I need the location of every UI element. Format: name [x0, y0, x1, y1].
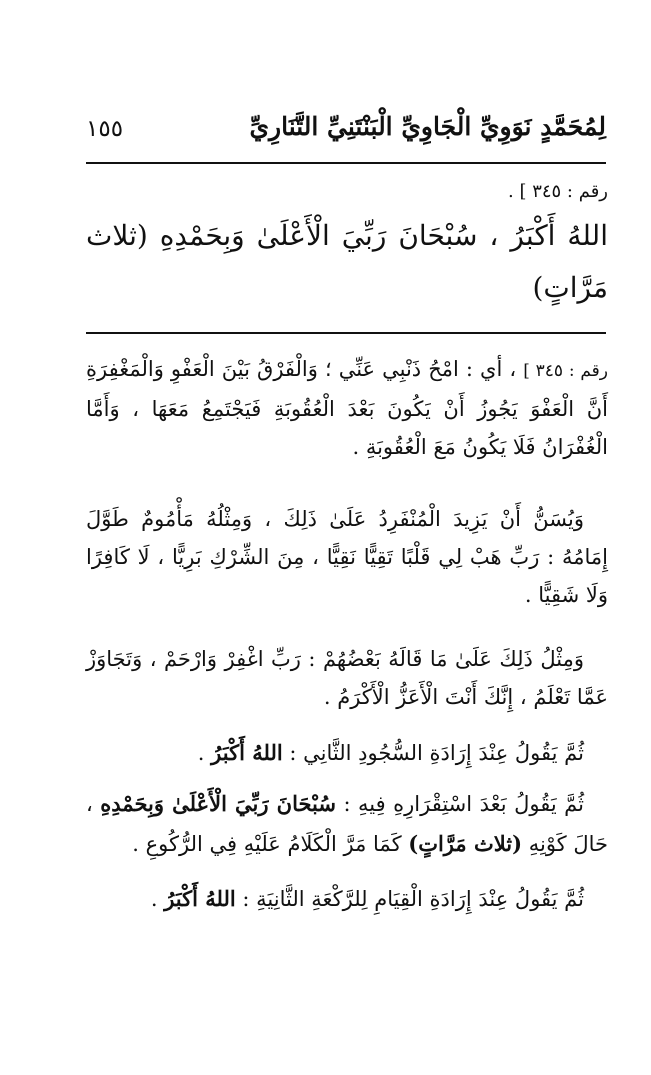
- footnote-paragraph-2: وَيُسَنُّ أَنْ يَزِيدَ الْمُنْفَرِدُ عَلَىٰ ذَلِكَ ، وَمِثْلُهُ مَأْمُومٌ طَوَّلَ إِمَامُهُ : رَبِّ هَبْ لِي قَلْبًا تَقِيًّا نَقِيًّا ، مِنَ الشِّرْكِ بَرِيًّا ، لَا كَافِرًا وَلَا شَقِيًّا .: [86, 507, 608, 607]
- takbir-phrase: اللهُ أَكْبَرُ: [164, 886, 236, 911]
- main-text: اللهُ أَكْبَرُ ، سُبْحَانَ رَبِّيَ الْأَعْلَىٰ وَبِحَمْدِهِ (ثلاث مَرَّاتٍ): [86, 219, 608, 304]
- takbir-phrase: اللهُ أَكْبَرُ: [211, 740, 283, 765]
- tasbih-phrase: سُبْحَانَ رَبِّيَ الْأَعْلَىٰ وَبِحَمْدِهِ: [100, 791, 336, 816]
- footnote-separator: [86, 332, 606, 334]
- header-rule: [86, 162, 606, 164]
- footnote-text: ، أي : امْحُ ذَنْبِي عَنِّي ؛ وَالْفَرْقُ بَيْنَ الْعَفْوِ وَالْمَغْفِرَةِ أَنَّ الْعَفْوَ يَجُوزُ أَنْ يَكُونَ بَعْدَ الْعُقُوبَةِ فَيَجْتَمِعُ مَعَهَا ، وَأَمَّا الْغُفْرَانُ فَلَا يَكُونُ مَعَ الْعُقُوبَةِ .: [86, 357, 608, 459]
- repetition-note: (ثلاث مَرَّاتٍ): [408, 831, 523, 856]
- footnote-text: ثُمَّ يَقُولُ عِنْدَ إِرَادَةِ الْقِيَامِ لِلرَّكْعَةِ الثَّانِيَةِ :: [242, 887, 584, 911]
- footnote-paragraph-4: [86, 734, 608, 772]
- footnote-paragraph-3: وَمِثْلُ ذَلِكَ عَلَىٰ مَا قَالَهُ بَعْضُهُمْ : رَبِّ اغْفِرْ وَارْحَمْ ، وَتَجَاوَزْ عَمَّا تَعْلَمُ ، إِنَّكَ أَنْتَ الْأَعَزُّ الْأَكْرَمُ .: [86, 647, 608, 709]
- reference-line: رقم : ٣٤٥ ] .: [508, 181, 608, 202]
- footnote-paragraph-1: [86, 350, 608, 466]
- footnote-text: ثُمَّ يَقُولُ بَعْدَ اسْتِقْرَارِهِ فِيهِ :: [343, 792, 584, 816]
- sentence-end: .: [150, 887, 158, 911]
- footnote-text-middle: ، حَالَ كَوْنِهِ: [86, 792, 608, 856]
- footnote-paragraph-5: [86, 784, 608, 864]
- footnote-paragraph-6: [86, 880, 608, 918]
- footnote-text: ثُمَّ يَقُولُ عِنْدَ إِرَادَةِ السُّجُودِ الثَّانِي :: [289, 741, 584, 765]
- running-header: [86, 112, 606, 156]
- page-number: ١٥٥: [86, 116, 124, 142]
- footnote-text-end: كَمَا مَرَّ الْكَلَامُ عَلَيْهِ فِي الرُّكُوعِ .: [132, 832, 402, 856]
- header-title: لِمُحَمَّدٍ نَوَوِيِّ الْجَاوِيِّ الْبَنْتَنِيِّ التَّنَارِيِّ: [249, 112, 606, 141]
- sentence-end: .: [197, 741, 205, 765]
- footnote-reference-label: رقم : ٣٤٥ ]: [523, 361, 608, 381]
